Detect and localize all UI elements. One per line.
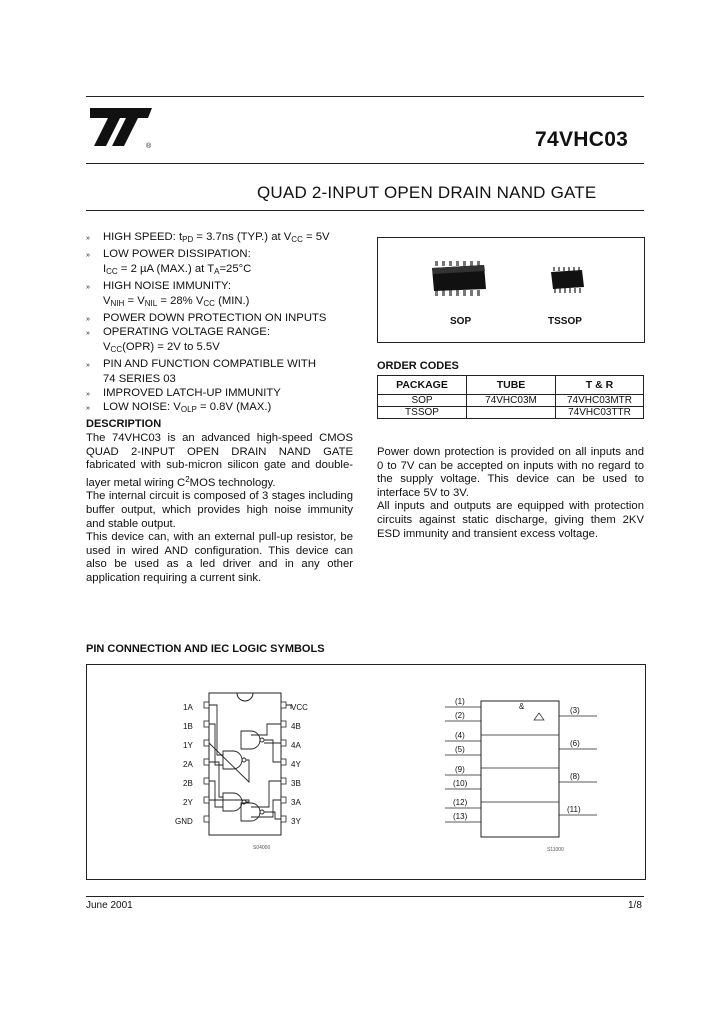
iec-symbol-and: & <box>519 702 525 711</box>
iec-output-label: (6) <box>570 739 580 748</box>
iec-input-label: (10) <box>453 779 468 788</box>
description-left <box>86 432 353 586</box>
order-codes-table <box>377 375 644 419</box>
feature-item-cont: $V_{NIH} = V_{NIL} = 28\%$ $V_{CC}$ (MIN.) <box>103 294 250 308</box>
iec-input-label: (4) <box>455 731 465 740</box>
iec-input-label: (2) <box>455 711 465 720</box>
table-cell: 74VHC03M <box>467 395 556 407</box>
feature-item: » OPERATING VOLTAGE RANGE: <box>86 325 371 339</box>
table-row <box>378 407 644 419</box>
top-rule <box>86 96 644 97</box>
pin-section-heading: PIN CONNECTION AND IEC LOGIC SYMBOLS <box>86 643 325 655</box>
tssop-label: TSSOP <box>548 316 582 327</box>
order-codes-heading: ORDER CODES <box>377 360 459 372</box>
pin-2a: 2A <box>183 760 193 769</box>
pin-2y: 2Y <box>183 798 193 807</box>
table-header-row <box>378 376 644 395</box>
desc-para-1: The 74VHC03 is an advanced high-speed CMOS QUAD 2-INPUT OPEN DRAIN NAND GATE fabricated with sub-micron silicon gate and double-layer metal wiring $C^2MOS$ technology. <box>86 432 353 489</box>
pin-3a: 3A <box>291 798 301 807</box>
feature-item: » HIGH SPEED: $t_{PD} = 3.7ns$ (TYP.) at $V_{CC} = 5V$ <box>86 230 371 247</box>
subtitle-rule <box>86 210 644 211</box>
tssop-package-image <box>548 266 588 298</box>
table-cell: 74VHC03TTR <box>556 407 644 419</box>
feature-item-cont: 74 SERIES 03 <box>103 372 176 385</box>
feature-item: » LOW POWER DISSIPATION: <box>86 247 371 261</box>
pin-1a: 1A <box>183 703 193 712</box>
iec-input-label: (1) <box>455 697 465 706</box>
feature-item-cont: $I_{CC} = 2$ µA (MAX.) at $T_A=25^\circ C$ <box>103 262 252 276</box>
pin-1b: 1B <box>183 722 193 731</box>
pin-1y: 1Y <box>183 741 193 750</box>
pin-2b: 2B <box>183 779 193 788</box>
iec-caption: S11000 <box>547 847 564 853</box>
feature-item-cont: $V_{CC}(OPR) = 2V$ to 5.5V <box>103 340 220 354</box>
pin-gnd: GND <box>175 817 193 826</box>
table-cell <box>467 407 556 419</box>
pin-4b: 4B <box>291 722 301 731</box>
svg-text:®: ® <box>146 143 152 148</box>
package-images-box <box>377 237 645 343</box>
desc-para-5: All inputs and outputs are equipped with protection circuits against static discharge, giving them 2KV ESD immunity and transient excess voltage. <box>377 500 644 540</box>
sop-label: SOP <box>450 316 472 327</box>
description-right <box>377 446 644 541</box>
feature-item: » HIGH NOISE IMMUNITY: <box>86 279 371 293</box>
iec-input-label: (5) <box>455 745 465 754</box>
desc-para-2: The internal circuit is composed of 3 stages including buffer output, which provides high noise immunity and stable output. <box>86 490 353 530</box>
pin-3b: 3B <box>291 779 301 788</box>
iec-output-label: (11) <box>567 805 581 814</box>
desc-para-3: This device can, with an external pull-up resistor, be used in wired AND configuration. This device can also be used as a led driver and in any other application requiring a current sink. <box>86 531 353 584</box>
footer-rule <box>86 896 644 897</box>
title-rule <box>86 163 644 164</box>
pin-4a: 4A <box>291 741 301 750</box>
feature-item: » IMPROVED LATCH-UP IMMUNITY <box>86 386 371 400</box>
desc-para-4: Power down protection is provided on all inputs and 0 to 7V can be accepted on inputs with no regard to the supply voltage. This device can be used to interface 5V to 3V. <box>377 446 644 499</box>
col-package: PACKAGE <box>378 376 467 395</box>
table-cell: SOP <box>378 395 467 407</box>
table-cell: TSSOP <box>378 407 467 419</box>
part-number: 74VHC03 <box>535 128 629 151</box>
open-drain-triangle-icon <box>534 713 544 720</box>
iec-input-label: (13) <box>453 812 468 821</box>
footer-date: June 2001 <box>86 900 133 911</box>
iec-input-label: (9) <box>455 765 465 774</box>
col-tr: T & R <box>556 376 644 395</box>
page-subtitle: QUAD 2-INPUT OPEN DRAIN NAND GATE <box>257 183 597 202</box>
feature-item: » POWER DOWN PROTECTION ON INPUTS <box>86 311 371 325</box>
table-row <box>378 395 644 407</box>
footer-page: 1/8 <box>628 900 642 911</box>
col-tube: TUBE <box>467 376 556 395</box>
iec-input-label: (12) <box>453 798 468 807</box>
pin-3y: 3Y <box>291 817 301 826</box>
iec-output-label: (8) <box>570 772 580 781</box>
feature-item: » PIN AND FUNCTION COMPATIBLE WITH <box>86 357 371 371</box>
sop-package-image <box>430 260 490 300</box>
pin-vcc: VCC <box>291 703 308 712</box>
iec-output-label: (3) <box>570 706 580 715</box>
pin-diagram-caption: S04000 <box>253 845 271 851</box>
feature-item: » LOW NOISE: $V_{OLP} = 0.8V$ (MAX.) <box>86 400 371 417</box>
pin-diagram-box <box>86 664 646 880</box>
pin-4y: 4Y <box>291 760 301 769</box>
st-logo <box>86 104 158 148</box>
description-heading: DESCRIPTION <box>86 418 162 430</box>
features-list <box>86 230 371 418</box>
table-cell: 74VHC03MTR <box>556 395 644 407</box>
